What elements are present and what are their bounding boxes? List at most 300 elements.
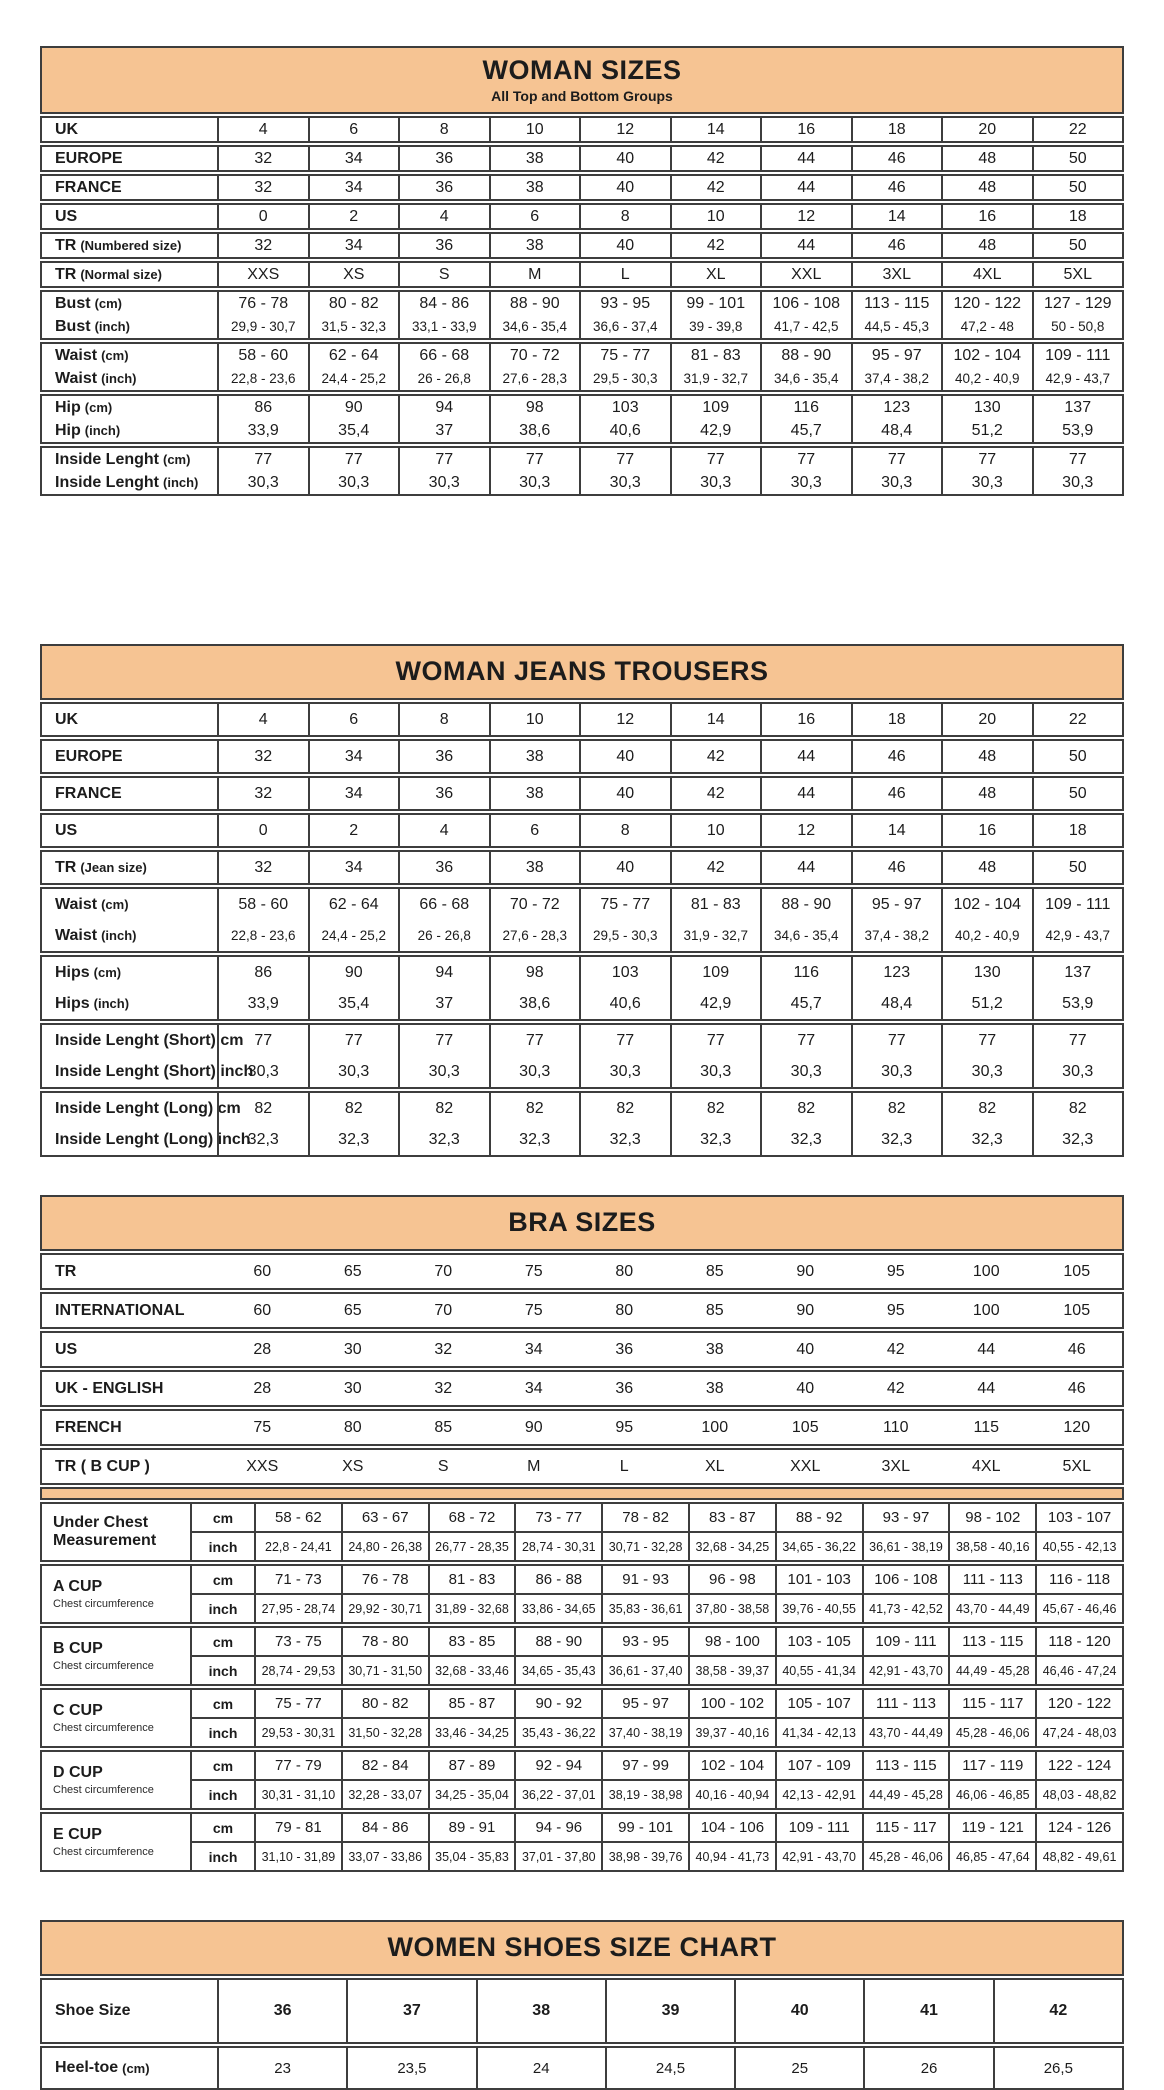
value-cell: 32,28 - 33,07	[341, 1781, 428, 1808]
row-label-text: US	[55, 207, 78, 225]
row-label	[42, 344, 217, 367]
row-label	[42, 778, 217, 809]
value-cell: 8	[398, 118, 489, 141]
value-cell: 32,3	[489, 1124, 580, 1155]
value-cell: 82	[941, 1093, 1032, 1124]
value-cell: 39,76 - 40,55	[775, 1595, 862, 1622]
value-cell: 36	[217, 1980, 346, 2042]
cup-measure-row	[190, 1657, 1122, 1684]
value-cell: 33,9	[217, 419, 308, 442]
value-cell: 45,7	[760, 988, 851, 1019]
bra-sizes-title: BRA SIZES	[508, 1207, 656, 1238]
row-label-text: Waist	[55, 369, 98, 387]
value-cell: 105	[791, 1418, 819, 1436]
value-cell: 33,46 - 34,25	[428, 1719, 515, 1746]
unit-label: cm	[190, 1504, 254, 1531]
value-cell: 106 - 108	[760, 292, 851, 315]
value-cell: 111 - 113	[862, 1690, 949, 1717]
value-cell: 39	[605, 1980, 734, 2042]
row-label	[42, 1450, 217, 1483]
woman-jeans-rows	[40, 702, 1124, 1157]
row-group	[40, 446, 1124, 496]
value-cell: 30	[343, 1379, 362, 1397]
value-cell: 48	[941, 176, 1032, 199]
value-cell: 0	[217, 205, 308, 228]
value-cell: 101 - 103	[775, 1566, 862, 1593]
value-cell: 35,4	[308, 419, 399, 442]
value-cell: 77	[941, 1025, 1032, 1056]
value-cell: 103	[579, 957, 670, 988]
value-cell: 16	[941, 205, 1032, 228]
woman-sizes-header-band	[40, 46, 1124, 114]
value-cell: 86 - 88	[514, 1566, 601, 1593]
value-cell: 26,77 - 28,35	[428, 1533, 515, 1560]
table-row	[42, 448, 1122, 471]
row-label-text: INTERNATIONAL	[55, 1301, 185, 1319]
row-label	[42, 988, 217, 1019]
value-cell: 80 - 82	[341, 1690, 428, 1717]
value-cell: 103 - 107	[1035, 1504, 1122, 1531]
value-cell: 32,3	[217, 1124, 308, 1155]
value-cell: 62 - 64	[308, 344, 399, 367]
value-cell: 90	[308, 396, 399, 419]
value-cell: 77	[851, 448, 942, 471]
cup-label-text: C CUP	[53, 1702, 103, 1720]
women-shoes-table	[40, 1920, 1124, 2090]
row-label-text: TR	[55, 1262, 77, 1280]
value-cell: 58 - 62	[254, 1504, 341, 1531]
value-cell: 45,67 - 46,46	[1035, 1595, 1122, 1622]
cup-measure-row	[190, 1628, 1122, 1657]
value-cell: 31,10 - 31,89	[254, 1843, 341, 1870]
table-row	[42, 920, 1122, 951]
cup-measure-row	[190, 1752, 1122, 1781]
value-cell: 42	[670, 176, 761, 199]
row-label	[42, 396, 217, 419]
value-cell: 95	[615, 1418, 634, 1436]
row-group	[40, 813, 1124, 848]
row-group	[40, 1253, 1124, 1290]
value-cell: 30,71 - 32,28	[601, 1533, 688, 1560]
value-cell: 105 - 107	[775, 1690, 862, 1717]
row-label-text: Hips	[55, 963, 90, 981]
value-cell: 83 - 87	[688, 1504, 775, 1531]
unit-label: inch	[190, 1657, 254, 1684]
value-cell: 47,2 - 48	[941, 315, 1032, 338]
value-cell: 28,74 - 29,53	[254, 1657, 341, 1684]
value-cell: 44	[977, 1379, 996, 1397]
value-cell: 32	[217, 852, 308, 883]
value-cell: 44	[760, 741, 851, 772]
value-cell: 115	[973, 1418, 999, 1436]
value-cell: 98 - 102	[948, 1504, 1035, 1531]
value-cell: 38	[705, 1340, 724, 1358]
value-cell: 75 - 77	[254, 1690, 341, 1717]
value-cell: 42,91 - 43,70	[862, 1657, 949, 1684]
value-cell: 3XL	[851, 263, 942, 286]
value-cell: 40	[579, 778, 670, 809]
table-row	[42, 1255, 1122, 1288]
value-cell: 39,37 - 40,16	[688, 1719, 775, 1746]
unit-label: inch	[190, 1719, 254, 1746]
table-row	[42, 1294, 1122, 1327]
value-cell: 10	[670, 815, 761, 846]
value-cell: 130	[941, 957, 1032, 988]
value-cell: 40	[579, 147, 670, 170]
value-cell: 32,3	[760, 1124, 851, 1155]
cup-row-group	[40, 1750, 1124, 1810]
row-group	[40, 702, 1124, 737]
value-cell: 32	[217, 234, 308, 257]
value-cell: XXS	[246, 1457, 279, 1475]
row-label-text: Inside Lenght (Long) inch	[55, 1130, 251, 1148]
value-cell: 12	[760, 815, 851, 846]
value-cell: 46	[851, 176, 942, 199]
value-cell: 65	[343, 1262, 362, 1280]
value-cell: 44	[760, 778, 851, 809]
cup-label	[42, 1752, 190, 1808]
value-cell: XL	[670, 263, 761, 286]
value-cell: 62 - 64	[308, 889, 399, 920]
value-cell: 85	[434, 1418, 453, 1436]
value-cell: 32	[434, 1340, 453, 1358]
value-cell: 16	[760, 118, 851, 141]
bra-sizes-table	[40, 1195, 1124, 1872]
value-cell: 5XL	[1032, 263, 1123, 286]
row-label-text: Bust	[55, 317, 91, 335]
value-cell: 29,5 - 30,3	[579, 920, 670, 951]
value-cell: 38	[489, 778, 580, 809]
row-label	[42, 1255, 217, 1288]
table-row	[42, 957, 1122, 988]
row-label	[42, 957, 217, 988]
value-cell: 32	[217, 741, 308, 772]
row-label	[42, 889, 217, 920]
value-cell: 32,3	[308, 1124, 399, 1155]
value-cell: 95	[886, 1262, 905, 1280]
value-cell: 30,3	[489, 1056, 580, 1087]
value-cell: 33,86 - 34,65	[514, 1595, 601, 1622]
value-cell: 37	[346, 1980, 475, 2042]
row-label	[42, 704, 217, 735]
row-group	[40, 290, 1124, 340]
value-cell: XS	[308, 263, 399, 286]
value-cell: 85	[705, 1301, 724, 1319]
value-cell: 41,34 - 42,13	[775, 1719, 862, 1746]
table-row	[42, 1056, 1122, 1087]
value-cell: 46,85 - 47,64	[948, 1843, 1035, 1870]
value-cell: 82	[670, 1093, 761, 1124]
value-cell: 113 - 115	[948, 1628, 1035, 1655]
value-cell: 77	[398, 1025, 489, 1056]
value-cell: 40,94 - 41,73	[688, 1843, 775, 1870]
value-cell: 77	[308, 1025, 399, 1056]
value-cell: 58 - 60	[217, 344, 308, 367]
unit-label: inch	[190, 1595, 254, 1622]
value-cell: 47,24 - 48,03	[1035, 1719, 1122, 1746]
value-cell: 80	[615, 1301, 634, 1319]
value-cell: 44	[760, 234, 851, 257]
value-cell: 82 - 84	[341, 1752, 428, 1779]
value-cell: 42,13 - 42,91	[775, 1781, 862, 1808]
value-cell: 102 - 104	[688, 1752, 775, 1779]
value-cell: 30,3	[941, 471, 1032, 494]
value-cell: 24	[476, 2048, 605, 2088]
value-cell: 93 - 95	[601, 1628, 688, 1655]
table-row	[42, 315, 1122, 338]
value-cell: 37,01 - 37,80	[514, 1843, 601, 1870]
value-cell: 46,06 - 46,85	[948, 1781, 1035, 1808]
value-cell: 37	[398, 419, 489, 442]
value-cell: 30,3	[1032, 471, 1123, 494]
row-label-text: FRANCE	[55, 178, 122, 196]
value-cell: 38	[489, 147, 580, 170]
row-label	[42, 741, 217, 772]
cup-label	[42, 1504, 190, 1560]
row-group	[40, 2046, 1124, 2090]
value-cell: 41	[863, 1980, 992, 2042]
value-cell: 37,40 - 38,19	[601, 1719, 688, 1746]
value-cell: 41,7 - 42,5	[760, 315, 851, 338]
value-cell: 109	[670, 957, 761, 988]
value-cell: 40,6	[579, 419, 670, 442]
value-cell: 81 - 83	[670, 889, 761, 920]
value-cell: 77	[308, 448, 399, 471]
value-cell: 95 - 97	[851, 889, 942, 920]
value-cell: 12	[579, 118, 670, 141]
value-cell: 37,4 - 38,2	[851, 920, 942, 951]
value-cell: 6	[489, 205, 580, 228]
row-label-unit: (cm)	[94, 296, 123, 311]
value-cell: 127 - 129	[1032, 292, 1123, 315]
row-group	[40, 1448, 1124, 1485]
value-cell: 35,4	[308, 988, 399, 1019]
value-cell: 30,31 - 31,10	[254, 1781, 341, 1808]
value-cell: 26 - 26,8	[398, 367, 489, 390]
table-row	[42, 367, 1122, 390]
bra-conversion-rows	[40, 1253, 1124, 1485]
value-cell: 32	[217, 778, 308, 809]
value-cell: 36	[615, 1379, 634, 1397]
value-cell: 82	[489, 1093, 580, 1124]
value-cell: 23,5	[346, 2048, 475, 2088]
value-cell: 77	[489, 448, 580, 471]
value-cell: 39 - 39,8	[670, 315, 761, 338]
value-cell: XXS	[217, 263, 308, 286]
value-cell: 40,55 - 41,34	[775, 1657, 862, 1684]
value-cell: 102 - 104	[941, 889, 1032, 920]
value-cell: 31,89 - 32,68	[428, 1595, 515, 1622]
row-label-text: TR ( B CUP )	[55, 1457, 150, 1475]
value-cell: 48	[941, 234, 1032, 257]
value-cell: 70 - 72	[489, 889, 580, 920]
value-cell: 44,49 - 45,28	[948, 1657, 1035, 1684]
value-cell: 42,9 - 43,7	[1032, 920, 1123, 951]
value-cell: 107 - 109	[775, 1752, 862, 1779]
value-cell: 66 - 68	[398, 344, 489, 367]
row-label-text: Waist	[55, 346, 98, 364]
cup-measure-row	[190, 1814, 1122, 1843]
value-cell: 86	[217, 957, 308, 988]
cup-row-group	[40, 1564, 1124, 1624]
row-label-unit: (inch)	[163, 475, 199, 490]
bra-sizes-header-band	[40, 1195, 1124, 1251]
value-cell: 88 - 90	[760, 344, 851, 367]
value-cell: 36	[398, 234, 489, 257]
row-label-text: Waist	[55, 895, 98, 913]
value-cell: 30,3	[217, 1056, 308, 1087]
value-cell: 20	[941, 118, 1032, 141]
value-cell: 6	[308, 704, 399, 735]
cup-label	[42, 1566, 190, 1622]
value-cell: 51,2	[941, 419, 1032, 442]
value-cell: 44	[977, 1340, 996, 1358]
value-cell: 88 - 92	[775, 1504, 862, 1531]
value-cell: 30,3	[851, 1056, 942, 1087]
row-label	[42, 1980, 217, 2042]
value-cell: 103 - 105	[775, 1628, 862, 1655]
value-cell: 38	[489, 852, 580, 883]
value-cell: 77	[670, 1025, 761, 1056]
value-cell: 23	[217, 2048, 346, 2088]
value-cell: 42	[993, 1980, 1122, 2042]
value-cell: 34	[308, 147, 399, 170]
cup-measure-row	[190, 1595, 1122, 1622]
value-cell: 43,70 - 44,49	[948, 1595, 1035, 1622]
cup-label-text: D CUP	[53, 1764, 103, 1782]
value-cell: 50 - 50,8	[1032, 315, 1123, 338]
cup-row-group	[40, 1812, 1124, 1872]
value-cell: 20	[941, 704, 1032, 735]
value-cell: XXL	[790, 1457, 821, 1475]
row-group	[40, 116, 1124, 143]
value-cell: 32	[217, 176, 308, 199]
value-cell: 30,3	[489, 471, 580, 494]
value-cell: 100 - 102	[688, 1690, 775, 1717]
value-cell: 73 - 77	[514, 1504, 601, 1531]
value-cell: 32,68 - 34,25	[688, 1533, 775, 1560]
value-cell: 22,8 - 24,41	[254, 1533, 341, 1560]
value-cell: 40,2 - 40,9	[941, 920, 1032, 951]
value-cell: 32,68 - 33,46	[428, 1657, 515, 1684]
value-cell: 77	[670, 448, 761, 471]
value-cell: 77	[217, 448, 308, 471]
value-cell: 40	[796, 1379, 815, 1397]
row-label-unit: (cm)	[101, 897, 129, 912]
cup-label-text: Under Chest Measurement	[53, 1513, 157, 1549]
cup-label-text: E CUP	[53, 1826, 102, 1844]
value-cell: 31,9 - 32,7	[670, 920, 761, 951]
row-group	[40, 776, 1124, 811]
cup-measure-row	[190, 1843, 1122, 1870]
value-cell: 34	[308, 234, 399, 257]
unit-label: inch	[190, 1781, 254, 1808]
row-label-unit: (inch)	[84, 423, 121, 438]
row-label	[42, 1411, 217, 1444]
row-label	[42, 1372, 217, 1405]
value-cell: 40	[579, 852, 670, 883]
value-cell: 98	[489, 957, 580, 988]
woman-jeans-title: WOMAN JEANS TROUSERS	[395, 656, 769, 687]
value-cell: 42	[886, 1340, 905, 1358]
value-cell: 38,6	[489, 419, 580, 442]
value-cell: S	[437, 1457, 449, 1475]
value-cell: 46	[851, 778, 942, 809]
cup-sublabel-text: Chest circumference	[53, 1597, 154, 1610]
cup-row-group	[40, 1502, 1124, 1562]
row-label	[42, 292, 217, 315]
value-cell: 78 - 82	[601, 1504, 688, 1531]
cup-measure-row	[190, 1504, 1122, 1533]
value-cell: 0	[217, 815, 308, 846]
value-cell: 50	[1032, 741, 1123, 772]
value-cell: 75 - 77	[579, 344, 670, 367]
value-cell: 82	[1032, 1093, 1123, 1124]
value-cell: 24,5	[605, 2048, 734, 2088]
value-cell: 81 - 83	[428, 1566, 515, 1593]
value-cell: 77	[217, 1025, 308, 1056]
value-cell: 40	[579, 176, 670, 199]
value-cell: 40,16 - 40,94	[688, 1781, 775, 1808]
table-row	[42, 419, 1122, 442]
table-row	[42, 263, 1122, 286]
row-group	[40, 850, 1124, 885]
cup-sublabel-text: Chest circumference	[53, 1845, 154, 1858]
value-cell: 30,3	[941, 1056, 1032, 1087]
value-cell: 75	[524, 1262, 543, 1280]
row-label	[42, 205, 217, 228]
value-cell: 34	[524, 1340, 543, 1358]
unit-label: inch	[190, 1843, 254, 1870]
women-shoes-rows	[40, 1978, 1124, 2090]
value-cell: 106 - 108	[862, 1566, 949, 1593]
value-cell: 76 - 78	[217, 292, 308, 315]
value-cell: 40,6	[579, 988, 670, 1019]
value-cell: 30,3	[760, 1056, 851, 1087]
woman-jeans-table	[40, 644, 1124, 1157]
value-cell: 77	[579, 448, 670, 471]
value-cell: 22	[1032, 704, 1123, 735]
value-cell: 36,61 - 37,40	[601, 1657, 688, 1684]
row-group	[40, 174, 1124, 201]
value-cell: 30	[343, 1340, 362, 1358]
row-label	[42, 1333, 217, 1366]
value-cell: 25	[734, 2048, 863, 2088]
row-group	[40, 1978, 1124, 2044]
value-cell: 18	[1032, 815, 1123, 846]
unit-label: cm	[190, 1814, 254, 1841]
value-cell: L	[619, 1457, 629, 1475]
woman-jeans-header-band	[40, 644, 1124, 700]
value-cell: 44	[760, 852, 851, 883]
value-cell: 4	[217, 118, 308, 141]
value-cell: 103	[579, 396, 670, 419]
value-cell: 12	[760, 205, 851, 228]
value-cell: 33,1 - 33,9	[398, 315, 489, 338]
value-cell: 37	[398, 988, 489, 1019]
value-cell: 27,6 - 28,3	[489, 920, 580, 951]
value-cell: 137	[1032, 957, 1123, 988]
value-cell: 4	[217, 704, 308, 735]
value-cell: 33,07 - 33,86	[341, 1843, 428, 1870]
value-cell: 102 - 104	[941, 344, 1032, 367]
row-group	[40, 232, 1124, 259]
value-cell: 34	[524, 1379, 543, 1397]
value-cell: 30,3	[760, 471, 851, 494]
table-row	[42, 292, 1122, 315]
value-cell: 88 - 90	[514, 1628, 601, 1655]
value-cell: 29,9 - 30,7	[217, 315, 308, 338]
